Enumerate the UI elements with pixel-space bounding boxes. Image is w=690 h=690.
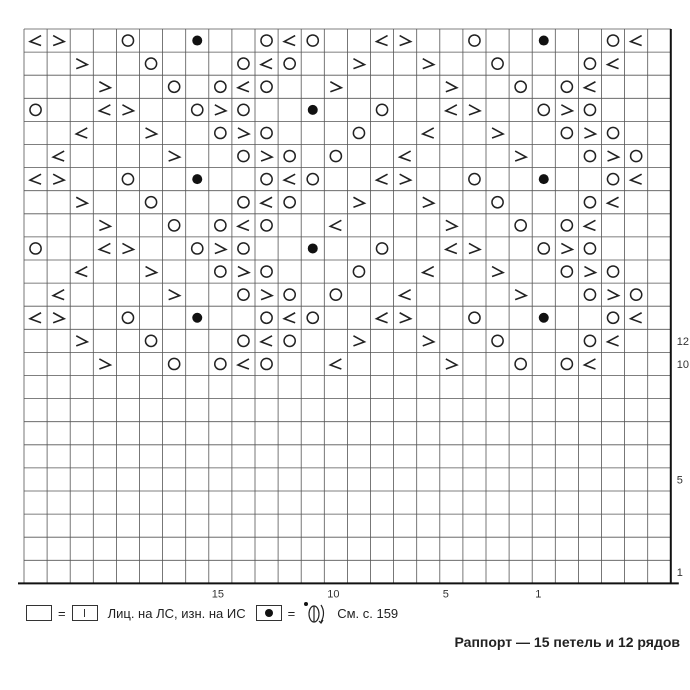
bobble-symbol bbox=[192, 174, 202, 184]
col-number-label: 5 bbox=[442, 588, 449, 600]
yarn-over-symbol bbox=[492, 197, 503, 208]
yarn-over-symbol bbox=[261, 127, 272, 138]
yarn-over-symbol bbox=[561, 81, 572, 92]
yarn-over-symbol bbox=[238, 335, 249, 346]
yarn-over-symbol bbox=[215, 81, 226, 92]
yarn-over-symbol bbox=[607, 312, 618, 323]
yarn-over-symbol bbox=[607, 174, 618, 185]
yarn-over-symbol bbox=[469, 312, 480, 323]
bobble-symbol bbox=[539, 313, 549, 323]
yarn-over-symbol bbox=[169, 220, 180, 231]
legend-equals-1: = bbox=[58, 605, 66, 621]
yarn-over-symbol bbox=[469, 174, 480, 185]
yarn-over-symbol bbox=[261, 81, 272, 92]
row-number-label: 12 bbox=[676, 335, 690, 348]
yarn-over-symbol bbox=[515, 220, 526, 231]
legend-equals-2: = bbox=[287, 605, 296, 621]
yarn-over-symbol bbox=[376, 104, 387, 115]
yarn-over-symbol bbox=[145, 58, 156, 69]
yarn-over-symbol bbox=[145, 335, 156, 346]
yarn-over-symbol bbox=[238, 243, 249, 254]
yarn-over-symbol bbox=[215, 358, 226, 369]
yarn-over-symbol bbox=[284, 335, 295, 346]
yarn-over-symbol bbox=[238, 289, 249, 300]
yarn-over-symbol bbox=[584, 197, 595, 208]
yarn-over-symbol bbox=[561, 127, 572, 138]
yarn-over-symbol bbox=[215, 127, 226, 138]
yarn-over-symbol bbox=[469, 35, 480, 46]
yarn-over-symbol bbox=[584, 150, 595, 161]
legend-empty-cell-icon bbox=[26, 605, 52, 621]
yarn-over-symbol bbox=[261, 220, 272, 231]
yarn-over-symbol bbox=[561, 358, 572, 369]
row-number-label: 10 bbox=[676, 358, 690, 371]
legend-knit-symbol-icon bbox=[72, 605, 98, 621]
bobble-symbol bbox=[192, 313, 202, 323]
yarn-over-symbol bbox=[261, 35, 272, 46]
yarn-over-symbol bbox=[215, 220, 226, 231]
yarn-over-symbol bbox=[261, 266, 272, 277]
yarn-over-symbol bbox=[515, 81, 526, 92]
yarn-over-symbol bbox=[261, 174, 272, 185]
yarn-over-symbol bbox=[307, 35, 318, 46]
yarn-over-symbol bbox=[238, 58, 249, 69]
yarn-over-symbol bbox=[284, 197, 295, 208]
yarn-over-symbol bbox=[30, 243, 41, 254]
yarn-over-symbol bbox=[122, 35, 133, 46]
col-number-label: 10 bbox=[327, 588, 340, 600]
yarn-over-symbol bbox=[584, 58, 595, 69]
yarn-over-symbol bbox=[353, 266, 364, 277]
yarn-over-symbol bbox=[169, 81, 180, 92]
yarn-over-symbol bbox=[584, 335, 595, 346]
bobble-symbol bbox=[192, 36, 202, 46]
bobble-symbol bbox=[308, 243, 318, 253]
yarn-over-symbol bbox=[561, 266, 572, 277]
yarn-over-symbol bbox=[215, 266, 226, 277]
yarn-over-symbol bbox=[307, 312, 318, 323]
yarn-over-symbol bbox=[122, 174, 133, 185]
yarn-over-symbol bbox=[261, 312, 272, 323]
legend-knit-description: Лиц. на ЛС, изн. на ИС bbox=[107, 605, 246, 621]
yarn-over-symbol bbox=[284, 58, 295, 69]
yarn-over-symbol bbox=[330, 289, 341, 300]
yarn-over-symbol bbox=[538, 104, 549, 115]
yarn-over-symbol bbox=[145, 197, 156, 208]
yarn-over-symbol bbox=[261, 358, 272, 369]
yarn-over-symbol bbox=[607, 266, 618, 277]
row-number-label: 1 bbox=[676, 566, 683, 579]
yarn-over-symbol bbox=[607, 35, 618, 46]
row-number-label: 5 bbox=[676, 474, 683, 487]
yarn-over-symbol bbox=[30, 104, 41, 115]
yarn-over-symbol bbox=[353, 127, 364, 138]
legend-bobble-diagram-icon bbox=[301, 601, 327, 625]
yarn-over-symbol bbox=[561, 220, 572, 231]
yarn-over-symbol bbox=[169, 358, 180, 369]
yarn-over-symbol bbox=[492, 58, 503, 69]
yarn-over-symbol bbox=[631, 150, 642, 161]
yarn-over-symbol bbox=[584, 243, 595, 254]
yarn-over-symbol bbox=[376, 243, 387, 254]
bobble-symbol bbox=[308, 105, 318, 115]
yarn-over-symbol bbox=[238, 150, 249, 161]
legend bbox=[26, 601, 408, 625]
yarn-over-symbol bbox=[284, 150, 295, 161]
yarn-over-symbol bbox=[122, 312, 133, 323]
yarn-over-symbol bbox=[607, 127, 618, 138]
yarn-over-symbol bbox=[515, 358, 526, 369]
yarn-over-symbol bbox=[538, 243, 549, 254]
yarn-over-symbol bbox=[330, 150, 341, 161]
rapport-caption: Раппорт — 15 петель и 12 рядов bbox=[454, 634, 680, 650]
bobble-symbol bbox=[539, 36, 549, 46]
yarn-over-symbol bbox=[307, 174, 318, 185]
yarn-over-symbol bbox=[238, 104, 249, 115]
yarn-over-symbol bbox=[631, 289, 642, 300]
yarn-over-symbol bbox=[584, 289, 595, 300]
yarn-over-symbol bbox=[238, 197, 249, 208]
yarn-over-symbol bbox=[192, 243, 203, 254]
yarn-over-symbol bbox=[492, 335, 503, 346]
legend-bobble-symbol-icon bbox=[256, 605, 282, 621]
legend-bobble-reference: См. с. 159 bbox=[337, 605, 399, 621]
bobble-symbol bbox=[539, 174, 549, 184]
yarn-over-symbol bbox=[584, 104, 595, 115]
col-number-label: 15 bbox=[211, 588, 225, 600]
yarn-over-symbol bbox=[284, 289, 295, 300]
col-number-label: 1 bbox=[535, 588, 542, 600]
yarn-over-symbol bbox=[192, 104, 203, 115]
